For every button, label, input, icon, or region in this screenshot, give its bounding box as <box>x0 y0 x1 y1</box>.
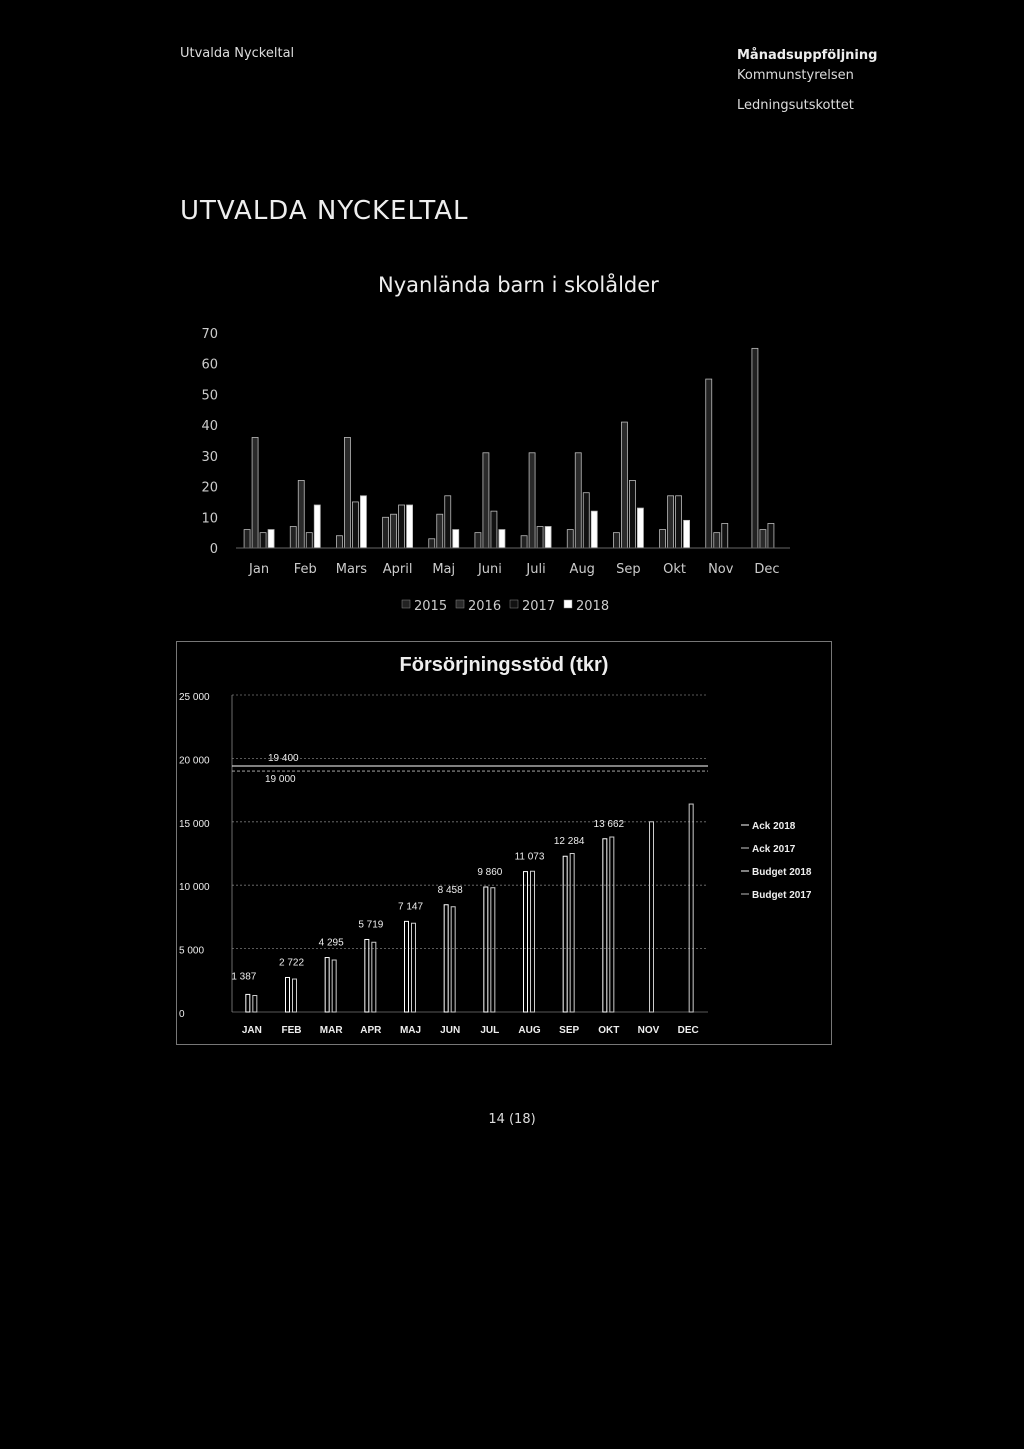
chart1-bar <box>537 527 543 549</box>
chart1-legend-swatch <box>402 600 410 608</box>
chart1-bar <box>660 530 666 548</box>
chart1-legend-label: 2018 <box>576 599 610 614</box>
chart1-bar <box>545 527 551 549</box>
chart1-bar <box>399 505 405 548</box>
chart2-bar <box>610 837 614 1012</box>
chart2-ytick-label: 5 000 <box>179 945 205 957</box>
chart1-ytick-label: 20 <box>201 480 218 496</box>
chart2-category-label: JAN <box>241 1025 262 1036</box>
chart1-bar <box>760 530 766 548</box>
chart1-bar <box>722 523 728 548</box>
chart2-ytick-label: 0 <box>179 1009 185 1020</box>
chart1-bar <box>268 530 274 548</box>
page-number: 14 (18) <box>488 1112 536 1127</box>
chart2-category-label: JUN <box>440 1025 461 1036</box>
chart1-bar <box>714 533 720 548</box>
chart1-ytick-label: 70 <box>201 327 218 342</box>
chart2-bar <box>412 923 416 1012</box>
chart2-legend-label: Ack 2017 <box>752 844 796 855</box>
chart1-bar <box>298 480 304 548</box>
chart2-data-label: 5 719 <box>358 919 384 931</box>
chart1-bar <box>290 527 296 549</box>
chart1-bar <box>306 533 312 548</box>
chart1-bar <box>684 520 690 548</box>
chart1-bar <box>575 453 581 548</box>
chart1-bar <box>475 533 481 548</box>
chart1-bar <box>706 379 712 548</box>
chart1-ytick-label: 10 <box>201 511 218 527</box>
chart1-bar <box>252 437 258 548</box>
chart1-bar <box>336 536 342 548</box>
chart2-category-label: OKT <box>598 1025 620 1036</box>
chart2-ytick-label: 20 000 <box>179 755 210 767</box>
chart1-bar <box>567 530 573 548</box>
chart1-bar <box>768 523 774 548</box>
chart2-bar <box>650 822 654 1012</box>
chart2-category-label: AUG <box>518 1025 541 1036</box>
chart2-bar <box>332 960 336 1012</box>
chart1-bar <box>429 539 435 548</box>
chart1-category-label: Juli <box>526 562 546 577</box>
chart1-category-label: Nov <box>708 562 734 577</box>
chart1-title: Nyanlända barn i skolålder <box>378 273 659 297</box>
header-right-title: Månadsuppföljning <box>737 48 878 63</box>
chart1-bar <box>483 453 489 548</box>
chart1-bar <box>521 536 527 548</box>
chart2-legend-label: Budget 2017 <box>752 890 812 901</box>
chart2-bar <box>689 804 693 1012</box>
chart2-bar <box>570 854 574 1013</box>
chart2-bar <box>444 905 448 1012</box>
chart1-legend-label: 2015 <box>414 599 448 614</box>
chart2-legend-label: Ack 2018 <box>752 821 796 832</box>
chart1-bar <box>344 437 350 548</box>
chart1-category-label: April <box>382 562 413 577</box>
chart2-bar <box>531 871 535 1012</box>
chart1-bar <box>499 530 505 548</box>
chart1-bar <box>244 530 250 548</box>
chart2-category-label: DEC <box>677 1025 699 1036</box>
chart2-ytick-label: 10 000 <box>179 882 210 894</box>
chart2-data-label: 11 073 <box>514 851 545 863</box>
chart2-title: Försörjningsstöd (tkr) <box>399 654 609 676</box>
chart1-ytick-label: 30 <box>201 449 218 465</box>
chart2-bar <box>451 907 455 1012</box>
chart1-legend-label: 2016 <box>468 599 502 614</box>
chart2-data-label: 4 295 <box>318 937 344 949</box>
chart1-bar <box>583 493 589 548</box>
chart2-legend-label: Budget 2018 <box>752 867 812 878</box>
header-left: Utvalda Nyckeltal <box>180 46 295 61</box>
chart2-data-label: 9 860 <box>477 866 503 878</box>
chart1-legend-swatch <box>564 600 572 608</box>
chart1-bar <box>445 496 451 548</box>
chart1-ytick-label: 40 <box>201 419 218 435</box>
chart2-bar <box>405 921 409 1012</box>
chart2-budget-label: 19 000 <box>265 774 296 786</box>
chart2-bar <box>491 888 495 1012</box>
chart2-ytick-label: 25 000 <box>179 692 210 703</box>
chart2-data-label: 1 387 <box>231 971 257 983</box>
chart2-category-label: SEP <box>559 1025 580 1036</box>
chart2-budget-label: 19 400 <box>268 753 299 765</box>
header-committee: Ledningsutskottet <box>737 98 854 113</box>
chart1-ytick-label: 60 <box>201 357 218 373</box>
chart2-bar <box>603 839 607 1012</box>
chart2-bar <box>484 887 488 1012</box>
chart2-data-label: 12 284 <box>553 836 585 848</box>
chart1-category-label: Mars <box>335 562 368 577</box>
chart1-bar <box>529 453 535 548</box>
chart1-category-label: Dec <box>754 562 780 577</box>
chart1-bar <box>752 348 758 548</box>
chart1-bar <box>591 511 597 548</box>
header-right-subtitle: Kommunstyrelsen <box>737 68 854 83</box>
chart1-legend-swatch <box>456 600 464 608</box>
chart2-data-label: 2 722 <box>278 957 305 969</box>
chart2-bar <box>246 994 250 1012</box>
chart1-legend-swatch <box>510 600 518 608</box>
chart1-bar <box>491 511 497 548</box>
chart2-bar <box>365 939 369 1012</box>
chart1-bar <box>613 533 619 548</box>
chart1-bar <box>676 496 682 548</box>
chart1-bar <box>391 514 397 548</box>
chart2-category-label: JUL <box>480 1025 500 1036</box>
chart1-bar <box>314 505 320 548</box>
chart1-bar <box>260 533 266 548</box>
chart2-bar <box>524 872 528 1012</box>
chart1-bar <box>360 496 366 548</box>
chart1-bar <box>407 505 413 548</box>
chart2-bar <box>286 977 290 1012</box>
chart1-category-label: Feb <box>293 562 317 577</box>
chart2-category-label: MAJ <box>399 1025 422 1036</box>
chart2-category-label: MAR <box>319 1025 343 1036</box>
chart1-ytick-label: 0 <box>209 542 218 557</box>
chart2-bar <box>325 958 329 1012</box>
chart1-bar <box>668 496 674 548</box>
chart2-data-label: 8 458 <box>437 884 463 896</box>
chart1-ytick-label: 50 <box>201 388 218 404</box>
chart1-bar <box>383 517 389 548</box>
chart2-bar <box>563 856 567 1012</box>
chart1-category-label: Juni <box>477 562 502 577</box>
chart2-bar <box>372 942 376 1012</box>
chart2-bar <box>293 979 297 1012</box>
chart2-data-label: 13 662 <box>593 818 625 830</box>
chart2-bar <box>253 996 257 1012</box>
chart2-ytick-label: 15 000 <box>179 818 210 830</box>
page-title: UTVALDA NYCKELTAL <box>180 196 469 226</box>
chart2-category-label: APR <box>360 1025 382 1036</box>
chart1-bar <box>637 508 643 548</box>
chart1-bar <box>629 480 635 548</box>
chart1-category-label: Jan <box>249 562 270 577</box>
chart2-data-label: 7 147 <box>397 901 424 913</box>
chart1-bar <box>437 514 443 548</box>
chart2-category-label: FEB <box>281 1025 302 1036</box>
chart1-bar <box>352 502 358 548</box>
chart1-category-label: Okt <box>663 562 687 577</box>
chart1-bar <box>621 422 627 548</box>
chart2-category-label: NOV <box>637 1025 660 1036</box>
chart1-category-label: Maj <box>432 562 456 577</box>
chart1-category-label: Sep <box>616 562 641 577</box>
chart1-legend-label: 2017 <box>522 599 556 614</box>
chart1-category-label: Aug <box>569 562 595 577</box>
chart1-bar <box>453 530 459 548</box>
